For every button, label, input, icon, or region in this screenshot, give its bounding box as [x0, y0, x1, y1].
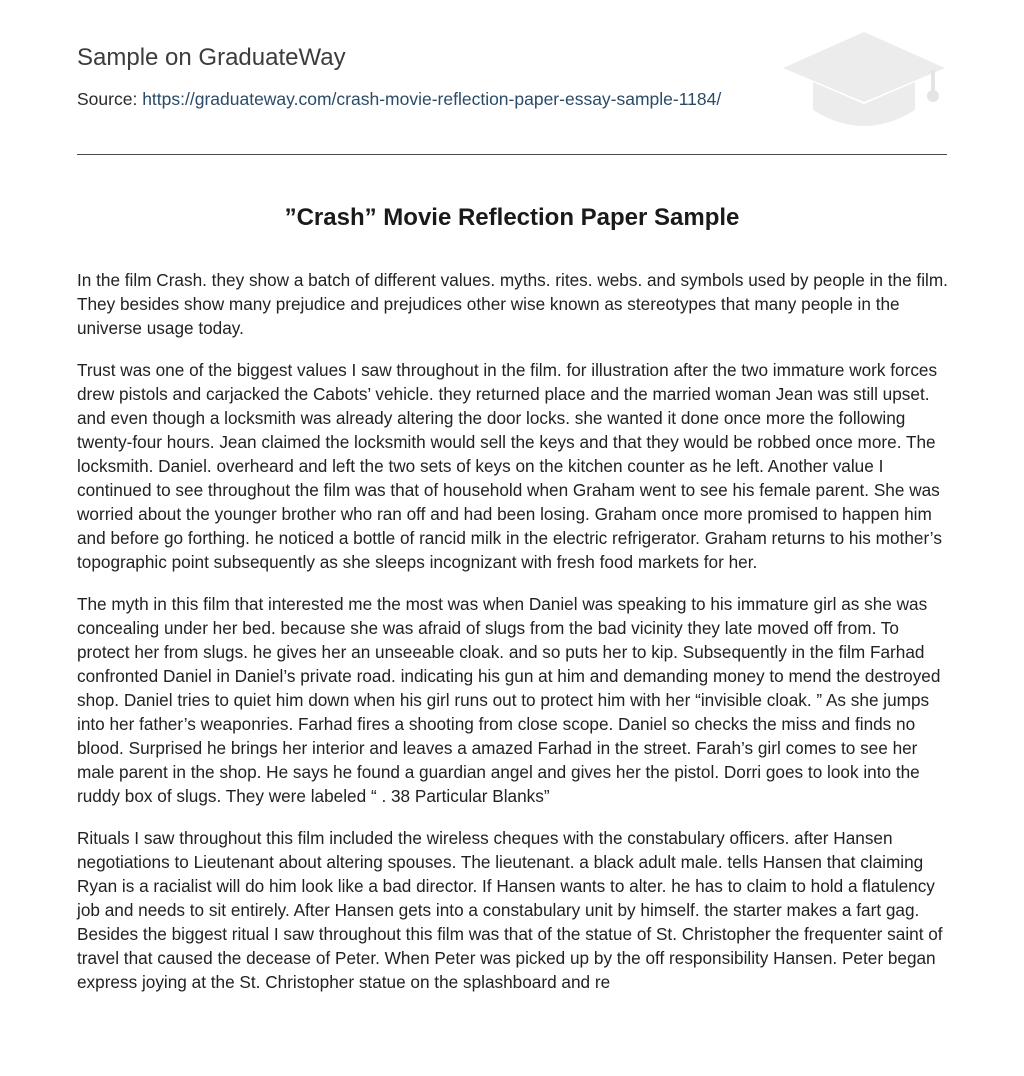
- paragraph: Trust was one of the biggest values I saw throughout in the film. for illustration after the two immature work forces drew pistols and carjacked the Cabots’ vehicle. they returned place and the married woman Jean was still upset. and even though a locksmith was already altering the door locks. she wanted it done once more the following twenty-four hours. Jean claimed the locksmith would sell the keys and that they would be robbed once more. The locksmith. Daniel. overheard and left the two sets of keys on the kitchen counter as he left. Another value I continued to see throughout the film was that of household when Graham went to see his female parent. She was worried about the younger brother who ran off and had been losing. Graham once more promised to happen him and before go forthing. he noticed a bottle of rancid milk in the electric refrigerator. Graham returns to his mother’s topographic point subsequently as she sleeps incognizant with fresh food markets for her.: [77, 360, 942, 572]
- document-body: [77, 268, 951, 1012]
- cap-board: [783, 32, 945, 102]
- paragraph: The myth in this film that interested me the most was when Daniel was speaking to his immature girl as she was concealing under her bed. because she was afraid of slugs from the bad vicinity they late moved off from. To protect her from slugs. he gives her an unseeable cloak. and so puts her to kip. Subsequently in the film Farhad confronted Daniel in Daniel’s private road. indicating his gun at him and demanding money to mend the destroyed shop. Daniel tries to quiet him down when his girl runs out to protect him with her “invisible cloak. ” As she jumps into her father’s weaponries. Farhad fires a shooting from close scope. Daniel so checks the miss and finds no blood. Surprised he brings her interior and leaves a amazed Farhad in the street. Farah’s girl comes to see her male parent in the shop. He says he found a guardian angel and gives her the pistol. Dorri goes to look into the ruddy box of slugs. They were labeled “ . 38 Particular Blanks”: [77, 594, 941, 806]
- tassel-end: [927, 90, 939, 102]
- graduation-cap-icon: [781, 30, 947, 134]
- site-name: Sample on GraduateWay: [77, 44, 346, 71]
- header-divider: [77, 154, 947, 155]
- source-link[interactable]: https://graduateway.com/crash-movie-reflection-paper-essay-sample-1184/: [142, 89, 722, 109]
- paragraph: Rituals I saw throughout this film included the wireless cheques with the constabulary officers. after Hansen negotiations to Lieutenant about altering spouses. The lieutenant. a black adult male. tells Hansen that claiming Ryan is a racialist will do him look like a bad director. If Hansen wants to alter. he has to claim to hold a flatulency job and needs to sit entirely. After Hansen gets into a constabulary unit by himself. the starter makes a fart gag. Besides the biggest ritual I saw throughout this film was that of the statue of St. Christopher the frequenter saint of travel that caused the decease of Peter. When Peter was picked up by the off responsibility Hansen. Peter began express joying at the St. Christopher statue on the splashboard and re: [77, 828, 943, 992]
- tassel-cord: [931, 70, 935, 92]
- paragraph: In the film Crash. they show a batch of different values. myths. rites. webs. and symbols used by people in the film. They besides show many prejudice and prejudices other wise known as stereotypes that many people in the universe usage today.: [77, 270, 948, 338]
- source-label: Source:: [77, 89, 138, 109]
- document-title: ”Crash” Movie Reflection Paper Sample: [284, 204, 740, 231]
- source-line: [77, 89, 721, 110]
